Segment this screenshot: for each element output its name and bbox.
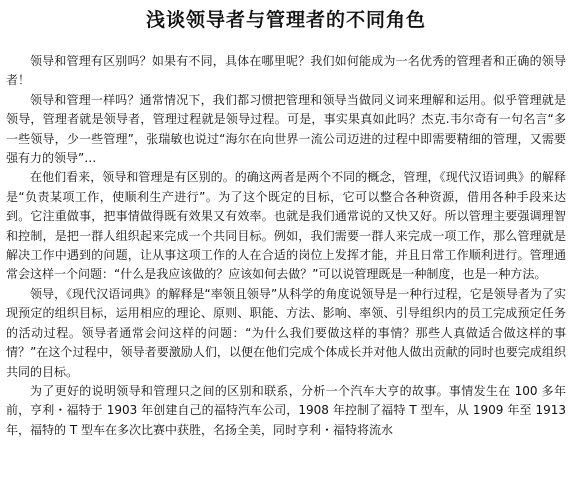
paragraph: 为了更好的说明领导和管理只之间的区别和联系，分析一个汽车大亨的故事。事情发生在 100 多年前，亨利・福特于 1903 年创建自己的福特汽车公司，1908 年控制了福特 T 型车，从 1909 年至 1913 年，福特的 T 型车在多次比赛中获胜，名扬全美，同时亨利・福特将流水	[6, 383, 566, 437]
document-title: 浅谈领导者与管理者的不同角色	[145, 9, 426, 31]
paragraph: 领导，《现代汉语词典》的解释是“率领且领导”从科学的角度说领导是一种行过程，它是领导者为了实现预定的组织目标，运用相应的理论、原则、职能、方法、影响、率领、引导组织内的员工完成预定任务的活动过程。领导者通常会问这样的问题：“为什么我们要做这样的事情？那些人真做适合做这样的事情？”在这个过程中，领导者要激励人们，以便在他们完成个体成长并对他人做出贡献的同时也要完成组织共同的目标。	[6, 286, 566, 379]
paragraph: 领导和管理一样吗？通常情况下，我们都习惯把管理和领导当做同义词来理解和运用。似乎管理就是领导，管理者就是领导者，管理过程就是领导过程。可是，事实果真如此吗？杰克.韦尔奇有一句名言“多一些领导，少一些管理”，张瑞敏也说过“海尔在向世界一流公司迈进的过程中即需要精细的管理，又需要强有力的领导”…	[6, 92, 566, 166]
paragraph: 领导和管理有区别吗？如果有不同，具体在哪里呢？我们如何能成为一名优秀的管理者和正确的领导者！	[6, 54, 566, 88]
paragraph: 在他们看来，领导和管理是有区别的。的确这两者是两个不同的概念，管理，《现代汉语词典》的解释是“负责某项工作，使顺利生产进行”。为了这个既定的目标，它可以整合各种资源，借用各种手段来达到。它注重做事，把事情做得既有效果又有效率。也就是我们通常说的又快又好。所以管理主要强调理智和控制，是把一群人组织起来完成一个共同目标。例如，我们需要一群人来完成一项工作，那么管理就是解决工作中遇到的问题，让从事这项工作的人在合适的岗位上发挥才能，并且日常工作顺利进行。管理通常会这样一个问题：“什么是我应该做的？应该如何去做？”可以说管理既是一种制度，也是一种方法。	[6, 170, 566, 282]
document-body	[6, 52, 566, 440]
